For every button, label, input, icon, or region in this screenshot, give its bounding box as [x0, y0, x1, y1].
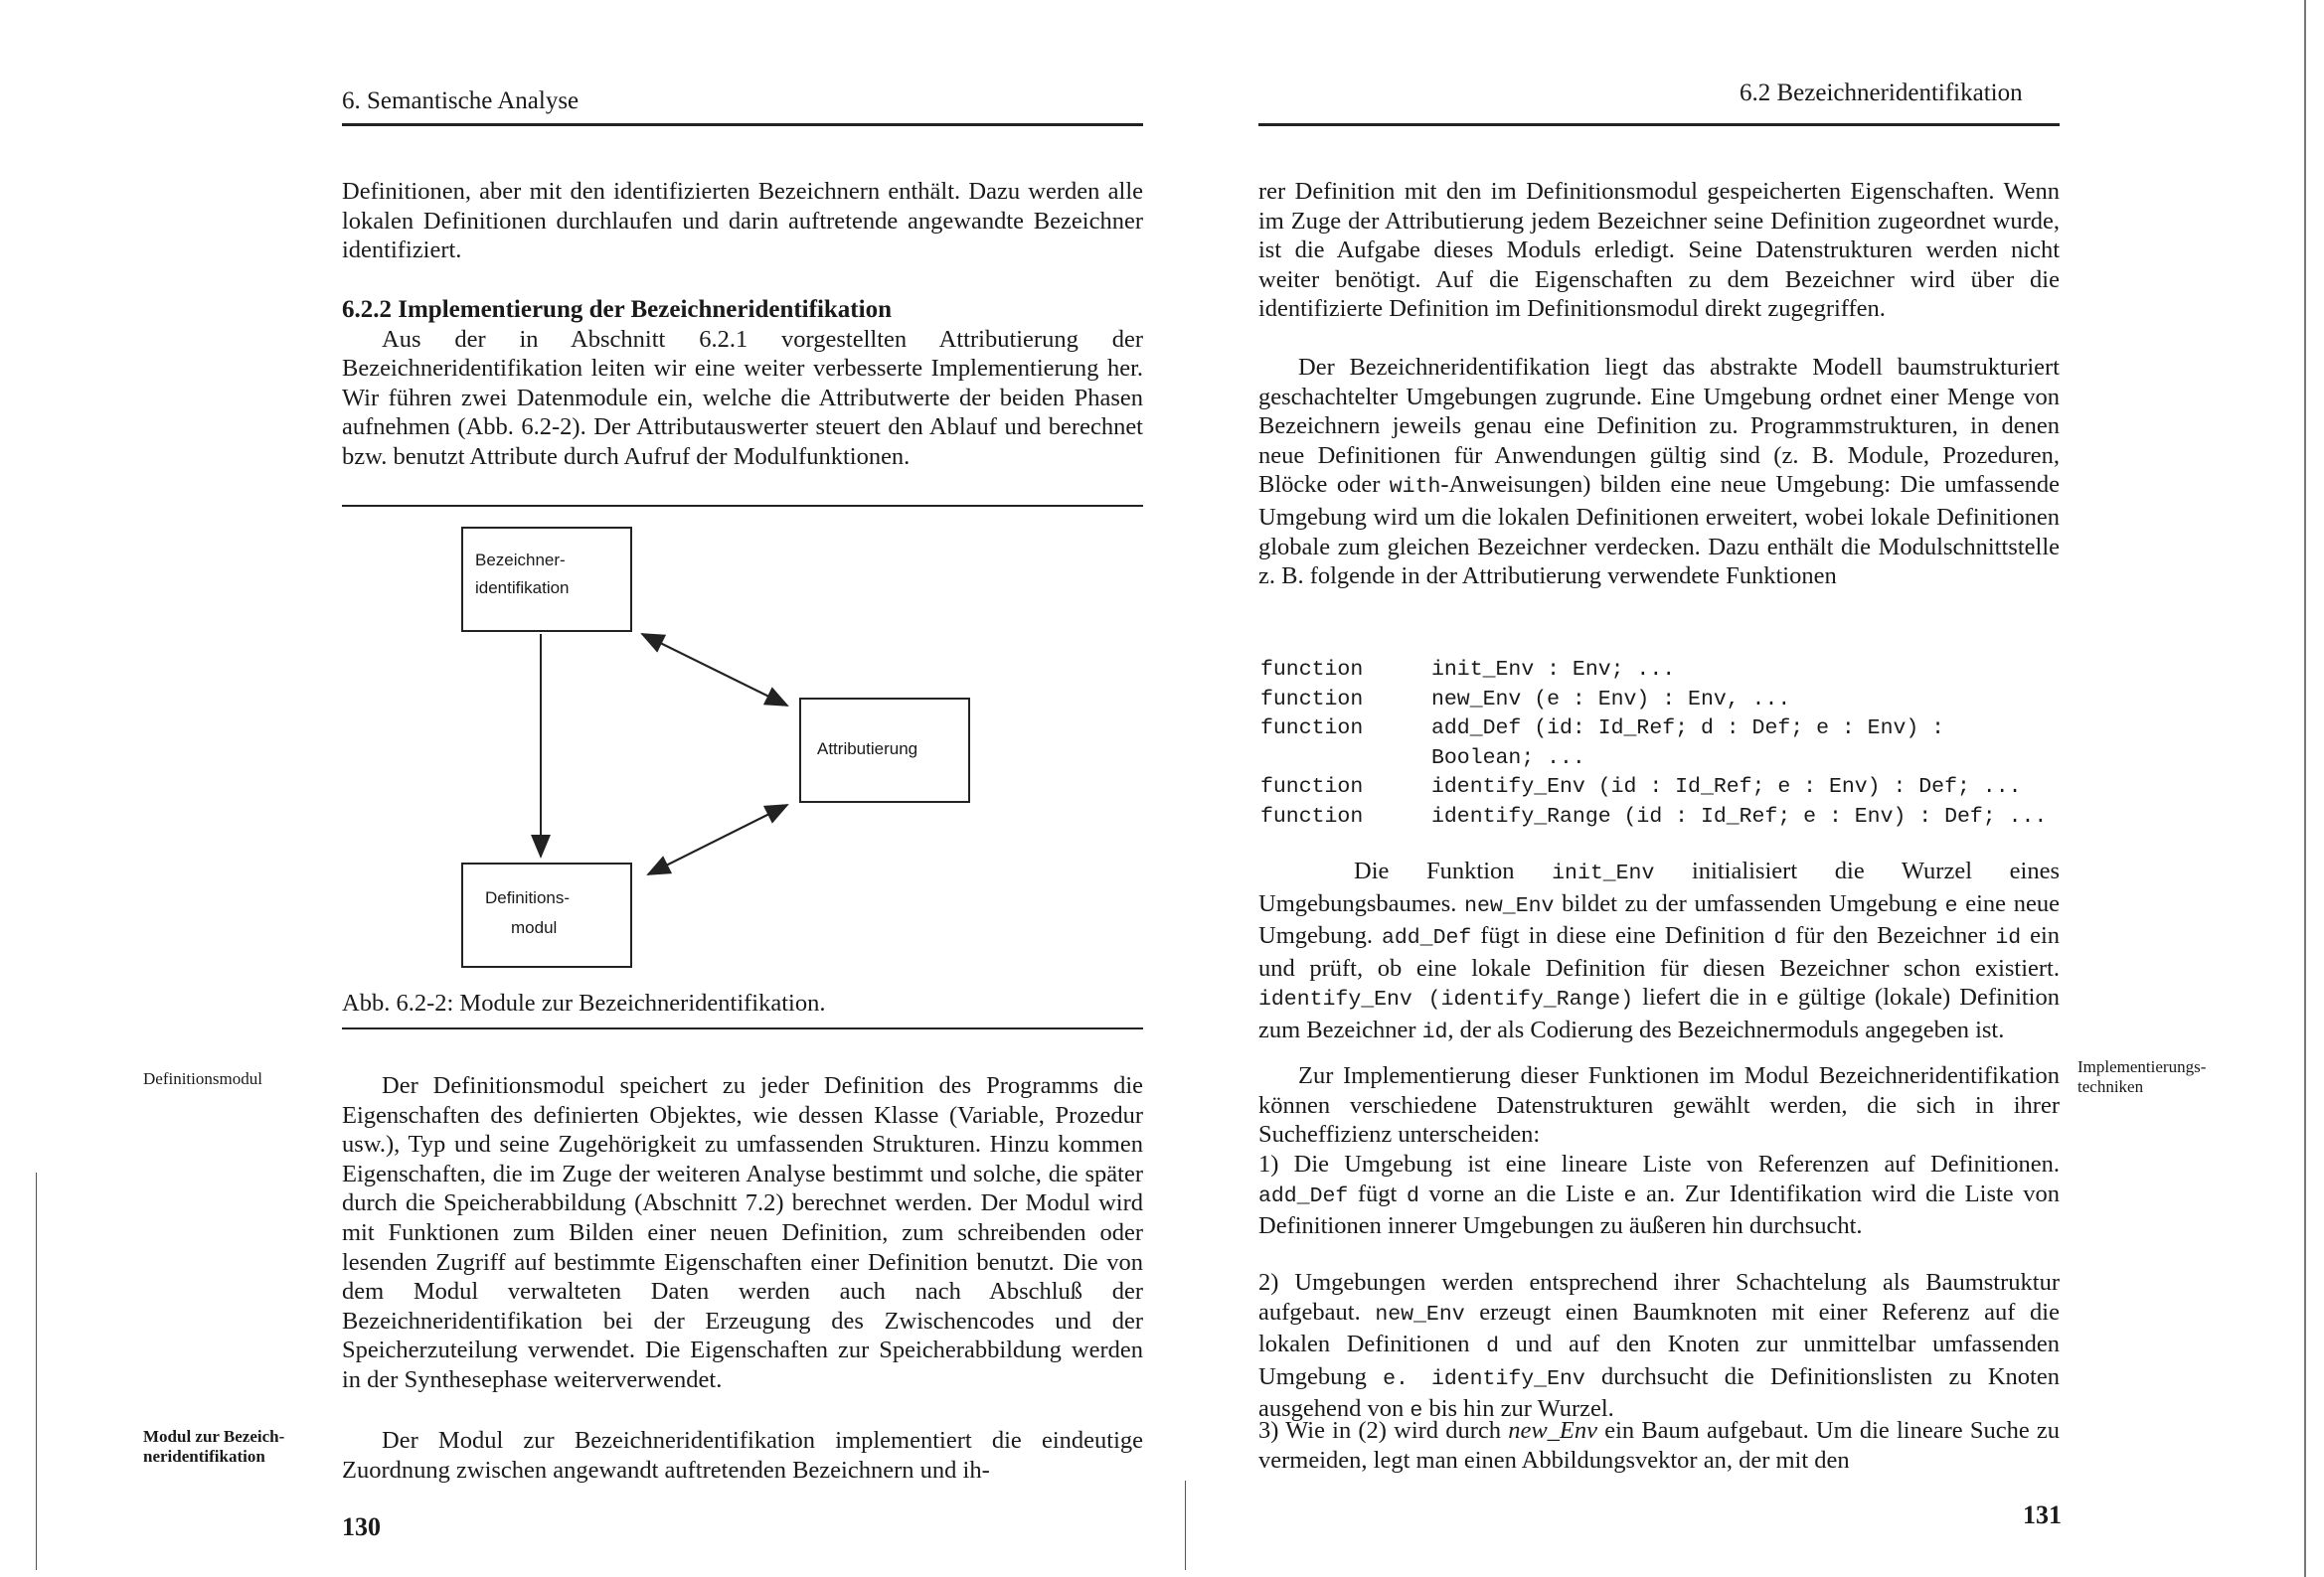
- section-body: Aus der in Abschnitt 6.2.1 vorgestellten Attributierung der Bezeichneridentifikation leiten wir eine weiter verbesserte Implementierung her. Wir führen zwei Datenmodule ein, welche die Attributwerte der beiden Phasen aufnehmen (Abb. 6.2-2). Der Attributauswerter steuert den Ablauf und berechnet bzw. benutzt Attribute durch Aufruf der Modulfunktionen.: [342, 325, 1143, 470]
- arrow-attr-to-def: [648, 805, 787, 874]
- right-running-header: 6.2 Bezeichneridentifikation: [1740, 79, 2023, 106]
- margin-note-modul-bezeichneridentifikation: Modul zur Bezeich- neridentifikation: [143, 1427, 285, 1466]
- code-signature: add_Def (id: Id_Ref; d : Def; e : Env) :: [1431, 716, 1945, 740]
- left-running-header: 6. Semantische Analyse: [342, 87, 580, 114]
- code-keyword: function: [1260, 804, 1364, 829]
- function-listing: [1260, 656, 2056, 835]
- box-attributierung: Attributierung: [799, 698, 970, 803]
- book-spine-center: [1185, 1481, 1186, 1570]
- code-signature: identify_Range (id : Id_Ref; e : Env) : Def; ...: [1431, 804, 2048, 829]
- left-header-rule: [342, 123, 1143, 126]
- paragraph-definitionsmodul: Der Definitionsmodul speichert zu jeder Definition des Programms die Eigenschaften des definierten Objektes, wie dessen Klasse (Variable, Prozedur usw.), Typ und seine Zugehörigkeit zu umfassenden Strukturen. Hinzu kommen Eigenschaften, die im Zuge der weiteren Analyse bestimmt und solche, die später durch die Speicherabbildung (Abschnitt 7.2) berechnet werden. Der Modul wird mit Funktionen zum Bilden einer neuen Definition, zum schreibenden oder lesenden Zugriff auf bestimmte Eigenschaften einer Definition benutzt. Die von dem Modul verwalteten Daten werden auch nach Abschluß der Bezeichneridentifikation bei der Erzeugung des Zwischencodes und der Speicherzuteilung verwendet. Die Eigenschaften zur Speicherabbildung werden in der Synthesephase weiterverwendet.: [342, 1072, 1143, 1393]
- code-keyword: function: [1260, 658, 1364, 682]
- book-spine-left: [36, 1173, 37, 1570]
- code-signature: init_Env : Env; ...: [1431, 658, 1676, 682]
- paragraph-modul-bezeichneridentifikation: Der Modul zur Bezeichneridentifikation implementiert die eindeutige Zuordnung zwischen angewandt auftretenden Bezeichnern und ih-: [342, 1427, 1143, 1484]
- left-page-number: 130: [342, 1512, 381, 1541]
- figure-bottom-rule: [342, 1027, 1143, 1029]
- box-definitionsmodul: Definitions- modul: [461, 863, 632, 968]
- right-paragraph-4: Zur Implementierung dieser Funktionen im Modul Bezeichneridentifikation können verschiedene Datenstrukturen gewählt werden, die sich in ihrer Sucheffizienz unterscheiden:: [1258, 1062, 2060, 1149]
- figure-module-diagram: [342, 507, 1143, 1004]
- code-keyword: function: [1260, 687, 1364, 711]
- right-paragraph-3: Die Funktion init_Env initialisiert die Wurzel eines Umgebungsbaumes. new_Env bildet zu der umfassenden Umgebung e eine neue Umgebung. add_Def fügt in diese eine Definition d für den Bezeichner id ein und prüft, ob eine lokale Definition für diesen Bezeichner schon existiert. identify_Env (identify_Range) liefert die in e gültige (lokale) Definition zum Bezeichner id, der als Codierung des Bezeichnermoduls angegeben ist.: [1258, 858, 2061, 1044]
- left-intro-paragraph: Definitionen, aber mit den identifizierten Bezeichnern enthält. Dazu werden alle lokalen Definitionen durchlaufen und darin auftretende angewandte Bezeichner identifiziert.: [342, 178, 1143, 264]
- code-signature: new_Env (e : Env) : Env, ...: [1431, 687, 1791, 711]
- book-edge-right: [2304, 0, 2306, 1577]
- figure-caption: Abb. 6.2-2: Module zur Bezeichneridentifikation.: [342, 990, 826, 1017]
- code-keyword: function: [1260, 775, 1364, 799]
- arrow-bez-to-attr: [642, 634, 787, 706]
- section-heading: 6.2.2 Implementierung der Bezeichneridentifikation: [342, 296, 892, 323]
- right-header-rule: [1258, 123, 2060, 126]
- margin-note-definitionsmodul: Definitionsmodul: [143, 1069, 262, 1088]
- right-paragraph-2: Der Bezeichneridentifikation liegt das abstrakte Modell baumstrukturiert geschachtelter Umgebungen zugrunde. Eine Umgebung ordnet einer Menge von Bezeichnern jeweils genau eine Definition zu. Programmstrukturen, in denen neue Definitionen für Anwendungen gültig sind (z. B. Module, Prozeduren, Blöcke oder with-Anweisungen) bilden eine neue Umgebung: Die umfassende Umgebung wird um die lokalen Definitionen erweitert, wobei lokale Definitionen globale zum gleichen Bezeichner verdecken. Dazu enthält die Modulschnittstelle z. B. folgende in der Attributierung verwendete Funktionen: [1258, 354, 2060, 590]
- code-signature: Boolean; ...: [1431, 745, 1585, 770]
- right-page-number: 131: [2023, 1500, 2062, 1529]
- code-keyword: function: [1260, 716, 1364, 740]
- box-bezeichneridentifikation: Bezeichner- identifikation: [461, 527, 632, 632]
- margin-note-implementierungstechniken: Implementierungs- techniken: [2077, 1057, 2207, 1096]
- section-6-2-2: [342, 295, 1143, 472]
- code-signature: identify_Env (id : Id_Ref; e : Env) : Def; ...: [1431, 775, 2022, 799]
- list-item-2: 2) Umgebungen werden entsprechend ihrer Schachtelung als Baumstruktur aufgebaut. new_Env erzeugt einen Baumknoten mit einer Referenz auf die lokalen Definitionen d und auf den Knoten zur unmittelbar umfassenden Umgebung e. identify_Env durchsucht die Definitionslisten zu Knoten ausgehend von e bis hin zur Wurzel.: [1258, 1269, 2060, 1424]
- list-item-3: 3) Wie in (2) wird durch new_Env ein Baum aufgebaut. Um die lineare Suche zu vermeiden, legt man einen Abbildungsvektor an, der mit den: [1258, 1417, 2060, 1474]
- list-item-1: 1) Die Umgebung ist eine lineare Liste von Referenzen auf Definitionen. add_Def fügt d vorne an die Liste e an. Zur Identifikation wird die Liste von Definitionen innerer Umgebungen zu äußeren hin durchsucht.: [1258, 1151, 2060, 1240]
- right-paragraph-1: rer Definition mit den im Definitionsmodul gespeicherten Eigenschaften. Wenn im Zuge der Attributierung jedem Bezeichner seine Definition zugeordnet wurde, ist die Aufgabe dieses Moduls erledigt. Seine Datenstrukturen werden nicht weiter benötigt. Auf die Eigenschaften zu dem Bezeichner wird über die identifizierte Definition im Definitionsmodul direkt zugegriffen.: [1258, 178, 2060, 323]
